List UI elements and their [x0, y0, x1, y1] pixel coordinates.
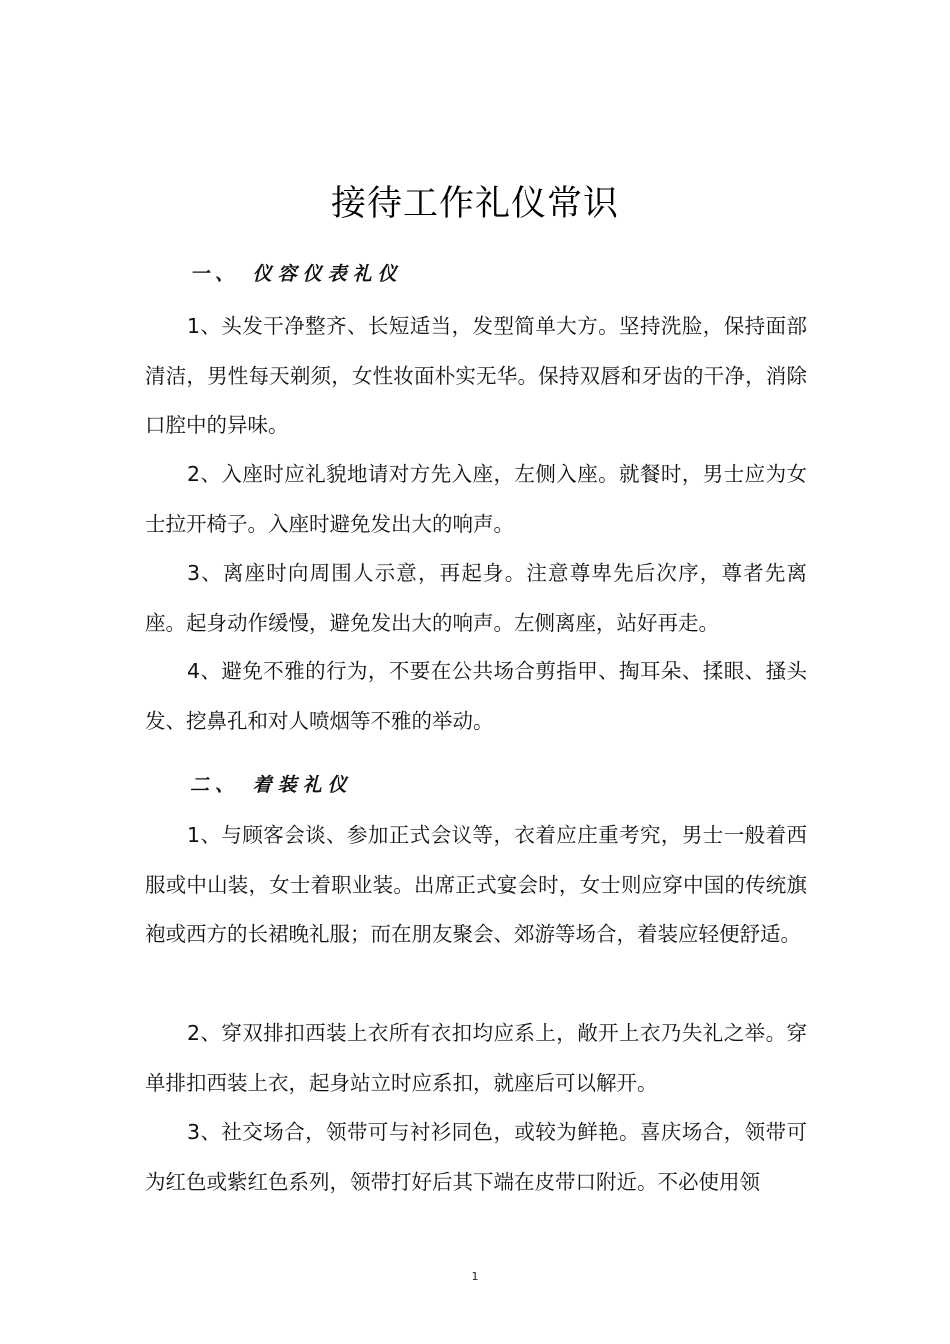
paragraph-1-3: 3、离座时向周围人示意，再起身。注意尊卑先后次序，尊者先离座。起身动作缓慢，避免发出大的响声。左侧离座，站好再走。 [145, 561, 807, 635]
paragraph-2-1: 1、与顾客会谈、参加正式会议等，衣着应庄重考究，男士一般着西服或中山装，女士着职业装。出席正式宴会时，女士则应穿中国的传统旗袍或西方的长裙晚礼服；而在朋友聚会、郊游等场合，着装应轻便舒适。 [145, 823, 807, 946]
paragraph-1-4: 4、避免不雅的行为，不要在公共场合剪指甲、掏耳朵、揉眼、搔头发、挖鼻孔和对人喷烟等不雅的举动。 [145, 659, 807, 733]
paragraph-1-1: 1、头发干净整齐、长短适当，发型简单大方。坚持洗脸，保持面部清洁，男性每天剃须，女性妆面朴实无华。保持双唇和牙齿的干净，消除口腔中的异味。 [145, 314, 807, 437]
paragraph-2-3: 3、社交场合，领带可与衬衫同色，或较为鲜艳。喜庆场合，领带可为红色或紫红色系列，领带打好后其下端在皮带口附近。不必使用领 [145, 1120, 807, 1194]
paragraph-2-2: 2、穿双排扣西装上衣所有衣扣均应系上，敞开上衣乃失礼之举。穿单排扣西装上衣，起身站立时应系扣，就座后可以解开。 [145, 1021, 807, 1095]
section-heading-appearance: 一、 仪容仪表礼仪 [190, 263, 403, 285]
section-heading-dress: 二、 着装礼仪 [190, 774, 353, 796]
page-number: 1 [471, 1270, 479, 1283]
paragraph-1-2: 2、入座时应礼貌地请对方先入座，左侧入座。就餐时，男士应为女士拉开椅子。入座时避免发出大的响声。 [145, 462, 807, 536]
document-title: 接待工作礼仪常识 [330, 184, 619, 224]
